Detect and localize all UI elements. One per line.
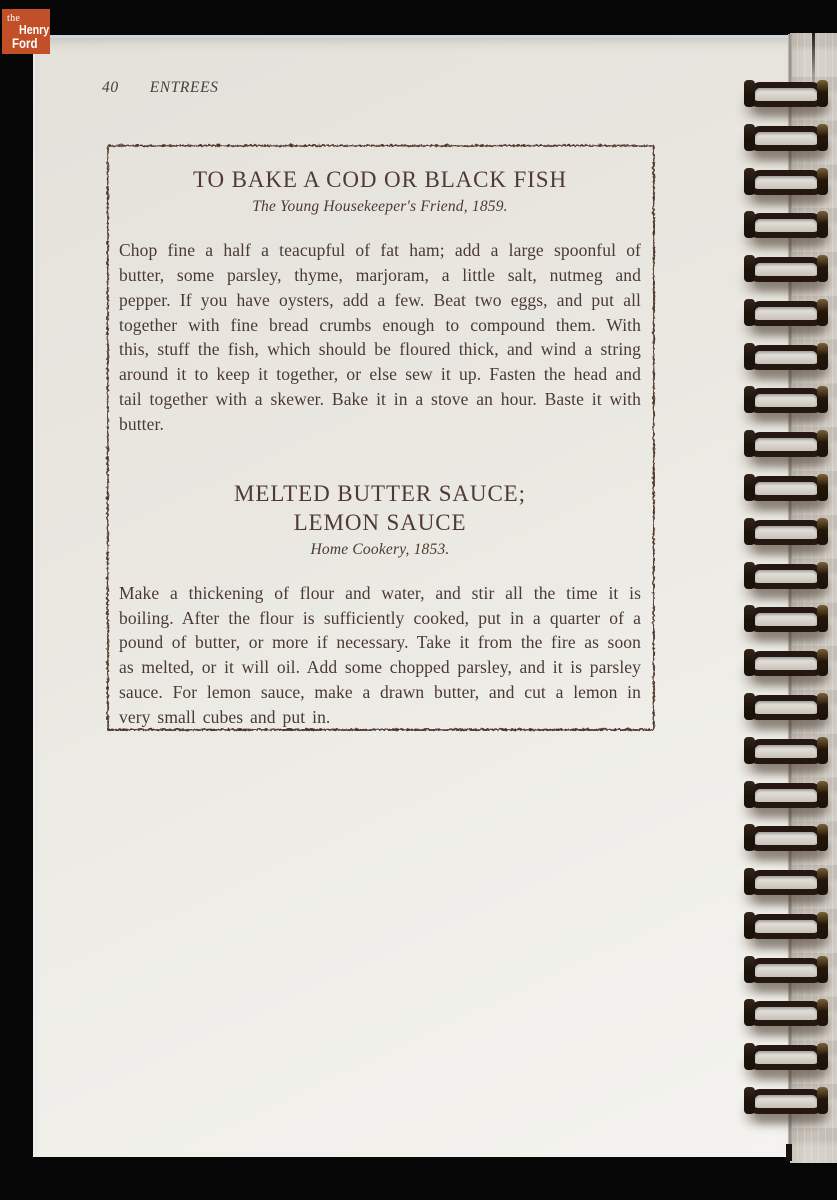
- recipe-body: Make a thickening of flour and water, and stir all the time it is boiling. After the flour is sufficiently cooked, put in a quarter of a pound of butter, or more if necessary. Take it from the fire as soon as melted, or it will oil. Add some chopped parsley, and it is parsley sauce. For lemon sauce, make a drawn butter, and cut a lemon in very small cubes and put in.: [119, 582, 641, 727]
- binding-coil: [748, 695, 824, 720]
- binding-coil: [748, 651, 824, 676]
- binding-coil: [748, 783, 824, 808]
- recipe-title: MELTED BUTTER SAUCE; LEMON SAUCE: [234, 481, 526, 535]
- binding-coil: [748, 870, 824, 895]
- binding-coil: [748, 476, 824, 501]
- binding-coil: [748, 958, 824, 983]
- binding-coil: [748, 301, 824, 326]
- recipe-block: [119, 480, 641, 729]
- binding-coil: [748, 1001, 824, 1026]
- cookbook-page: [33, 35, 790, 1157]
- logo-word-the: the: [7, 13, 21, 24]
- binding-coil: [748, 432, 824, 457]
- page-number: 40: [102, 79, 119, 96]
- binding-coil: [748, 388, 824, 413]
- recipe-body: Chop fine a half a teacupful of fat ham; add a large spoonful of butter, some parsley, thyme, marjoram, a little salt, nutmeg and pepper. If you have oysters, add a few. Beat two eggs, and put all together with fine bread crumbs enough to compound them. With this, stuff the fish, which should be floured thick, and wind a string around it to keep it together, or else sew it up. Fasten the head and tail together with a skewer. Bake it in a stove an hour. Baste it with butter.: [119, 240, 641, 434]
- recipe-box: [103, 141, 657, 733]
- binding-coil: [748, 345, 824, 370]
- binding-coil: [748, 126, 824, 151]
- binding-coil: [748, 739, 824, 764]
- page-gap-notch-bottom: [786, 1144, 792, 1161]
- section-title: ENTREES: [149, 79, 219, 96]
- binding-coil: [748, 520, 824, 545]
- logo-word-henry: Henry: [19, 22, 50, 37]
- binding-coil: [748, 826, 824, 851]
- binding-coil: [748, 170, 824, 195]
- recipe-block: [119, 166, 641, 436]
- binding-coil: [748, 82, 824, 107]
- page-header: [102, 79, 218, 97]
- henry-ford-logo: [2, 9, 50, 54]
- binding-coil: [748, 607, 824, 632]
- spiral-binding: [744, 82, 828, 1114]
- logo-word-ford: Ford: [12, 35, 38, 51]
- recipe-source: The Young Housekeeper's Friend, 1859.: [252, 198, 508, 216]
- binding-coil: [748, 257, 824, 282]
- recipe-source: Home Cookery, 1853.: [310, 540, 450, 558]
- binding-coil: [748, 213, 824, 238]
- binding-coil: [748, 914, 824, 939]
- binding-coil: [748, 1045, 824, 1070]
- binding-coil: [748, 564, 824, 589]
- binding-coil: [748, 1089, 824, 1114]
- recipe-title: TO BAKE A COD OR BLACK FISH: [192, 167, 568, 192]
